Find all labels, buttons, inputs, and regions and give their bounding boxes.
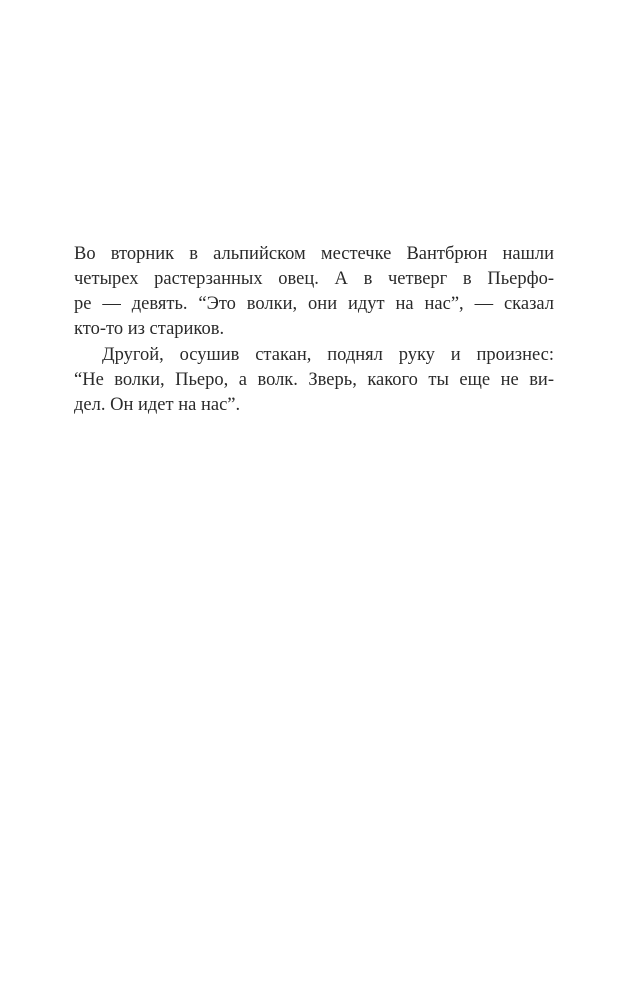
text-line-3: ре — девять. “Это волки, они идут на нас”, — сказал (74, 294, 554, 314)
text-line-5: Другой, осушив стакан, поднял руку и произнес: (102, 345, 554, 365)
text-line-1: Во вторник в альпийском местечке Вантбрюн нашли (74, 244, 554, 264)
text-line-6: “Не волки, Пьеро, а волк. Зверь, какого ты еще не ви- (74, 370, 554, 390)
text-line-4: кто-то из стариков. (74, 319, 225, 339)
text-line-2: четырех растерзанных овец. А в четверг в Пьерфо- (74, 269, 554, 289)
text-line-7: дел. Он идет на нас”. (74, 395, 241, 415)
